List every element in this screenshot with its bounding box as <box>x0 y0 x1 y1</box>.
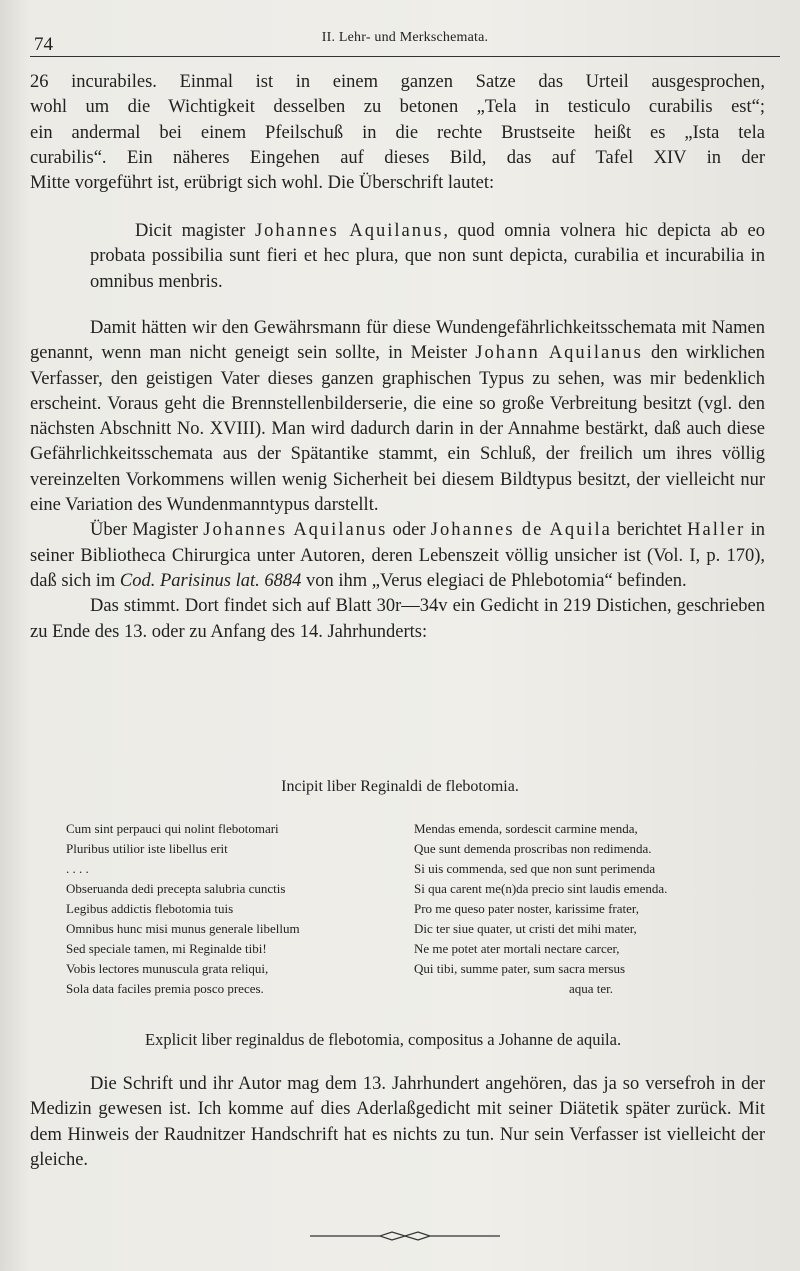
verse-line: Pro me queso pater noster, karissime frater, <box>414 901 639 916</box>
quote-text: Dicit magister <box>135 221 255 241</box>
explicit-line: Explicit liber reginaldus de flebotomia, compositus a Johanne de aquila. <box>145 1030 622 1049</box>
poem-left-column <box>66 819 396 999</box>
verse-line: Que sunt demenda proscribas non redimenda. <box>414 841 652 856</box>
author-name: Haller <box>687 520 746 541</box>
verse-line: Si uis commenda, sed que non sunt perimenda <box>414 861 656 876</box>
verse-line: Legibus addictis flebotomia tuis <box>66 901 234 916</box>
page-number: 74 <box>34 34 53 55</box>
verse-line: Omnibus hunc misi munus generale libellum <box>66 921 300 936</box>
verse-line: . . . . <box>66 861 89 876</box>
running-head: II. Lehr- und Merkschemata. <box>321 30 489 45</box>
verse-line: Mendas emenda, sordescit carmine menda, <box>414 821 638 836</box>
author-name: Johannes Aquilanus <box>254 221 444 241</box>
closing-paragraph <box>30 1072 765 1173</box>
verse-line: Sola data faciles premia posco preces. <box>66 981 264 996</box>
verse-line: Obseruanda dedi precepta salubria cunctis <box>66 881 286 896</box>
author-name: Johannes Aquilanus <box>203 520 388 541</box>
poem-right-column <box>414 819 774 999</box>
verse-line: Ne me potet ater mortali nectare carcer, <box>414 941 620 956</box>
paragraph-1-line: ein andermal bei einem Pfeilschuß in die rechte Brustseite heißt es „Ista tela <box>30 122 765 143</box>
paragraph-1-line: 26 incurabiles. Einmal ist in einem ganzen Satze das Urteil ausgesprochen, <box>30 72 765 92</box>
verse-line: Dic ter siue quater, ut cristi det mihi mater, <box>414 921 637 936</box>
paragraph-1-line: Mitte vorgeführt ist, erübrigt sich wohl. Die Überschrift lautet: <box>30 173 495 194</box>
paragraph-3: Über Magister Johannes Aquilanus oder Johannes de Aquila berichtet Haller in seiner Bibliotheca Chirurgica unter Autoren, deren Lebenszeit völlig unsicher ist (Vol. I, p. 170), daß sich im Cod. Parisinus lat. 6884 von ihm „Verus elegiaci de Phlebotomia“ befinden. <box>30 520 766 591</box>
page-header <box>30 26 780 57</box>
paragraph-2: Damit hätten wir den Gewährsmann für diese Wundengefährlichkeitsschemata mit Namen genannt, wenn man nicht geneigt sein sollte, in Meister Johann Aquilanus den wirklichen Verfasser, den geistigen Vater dieses ganzen graphischen Typus zu sehen, was mir bedenklich erscheint. Voraus geht die Brennstellenbilderserie, die eine so große Verbreitung besitzt (vgl. den nächsten Abschnitt No. XVIII). Man wird dadurch darin in der Annahme bestärkt, daß auch diese Gefährlichkeitsschemata aus der Spätantike stammt, ein Schluß, der freilich um ihres völlig vereinzelten Vorkommens willen wenig Sicherheit bei diesem Bildtypus besitzt, der vielleicht nur eine Variation des Wundenmanntypus darstellt. <box>30 318 765 516</box>
paragraph-1-line: curabilis“. Ein näheres Eingehen auf dieses Bild, das auf Tafel XIV in der <box>30 147 765 168</box>
codex-reference: Cod. Parisinus lat. 6884 <box>119 570 302 591</box>
verse-line: Qui tibi, summe pater, sum sacra mersus <box>414 961 626 976</box>
author-name: Johann Aquilanus <box>475 343 643 364</box>
verse-line: Sed speciale tamen, mi Reginalde tibi! <box>66 941 267 956</box>
paragraph-5: Die Schrift und ihr Autor mag dem 13. Jahrhundert angehören, das ja so versefroh in der Medizin gewesen ist. Ich komme auf dies Aderlaßgedicht mit seiner Diätetik später zurück. Mit dem Hinweis der Raudnitzer Handschrift hat es nichts zu tun. Nur sein Verfasser ist vielleicht der gleiche. <box>30 1074 765 1170</box>
quote-text: , quod omnia volnera hic depicta ab eo probata possibilia sunt fieri et hec plura, que non sunt depicta, curabilia et incurabilia in omnibus menbris. <box>90 221 765 292</box>
paragraph-4: Das stimmt. Dort findet sich auf Blatt 30r—34v ein Gedicht in 219 Distichen, geschrieben zu Ende des 13. oder zu Anfang des 14. Jahrhunderts: <box>30 596 765 642</box>
ornament-divider-icon <box>310 1230 500 1242</box>
main-paragraphs <box>30 316 765 645</box>
incipit-line: Incipit liber Reginaldi de flebotomia. <box>281 778 519 795</box>
author-name: Johannes de Aquila <box>430 520 612 541</box>
verse-line: Si qua carent me(n)da precio sint laudis emenda. <box>414 881 668 896</box>
verse-line: Vobis lectores munuscula grata reliqui, <box>66 961 269 976</box>
block-quote <box>90 219 765 295</box>
paragraph-1 <box>30 70 765 196</box>
verse-line: aqua ter. <box>569 981 614 996</box>
verse-line: Cum sint perpauci qui nolint flebotomari <box>66 821 279 836</box>
paragraph-1-line: wohl um die Wichtigkeit desselben zu betonen „Tela in testiculo curabilis est“; <box>30 97 765 118</box>
verse-line: Pluribus utilior iste libellus erit <box>66 841 228 856</box>
